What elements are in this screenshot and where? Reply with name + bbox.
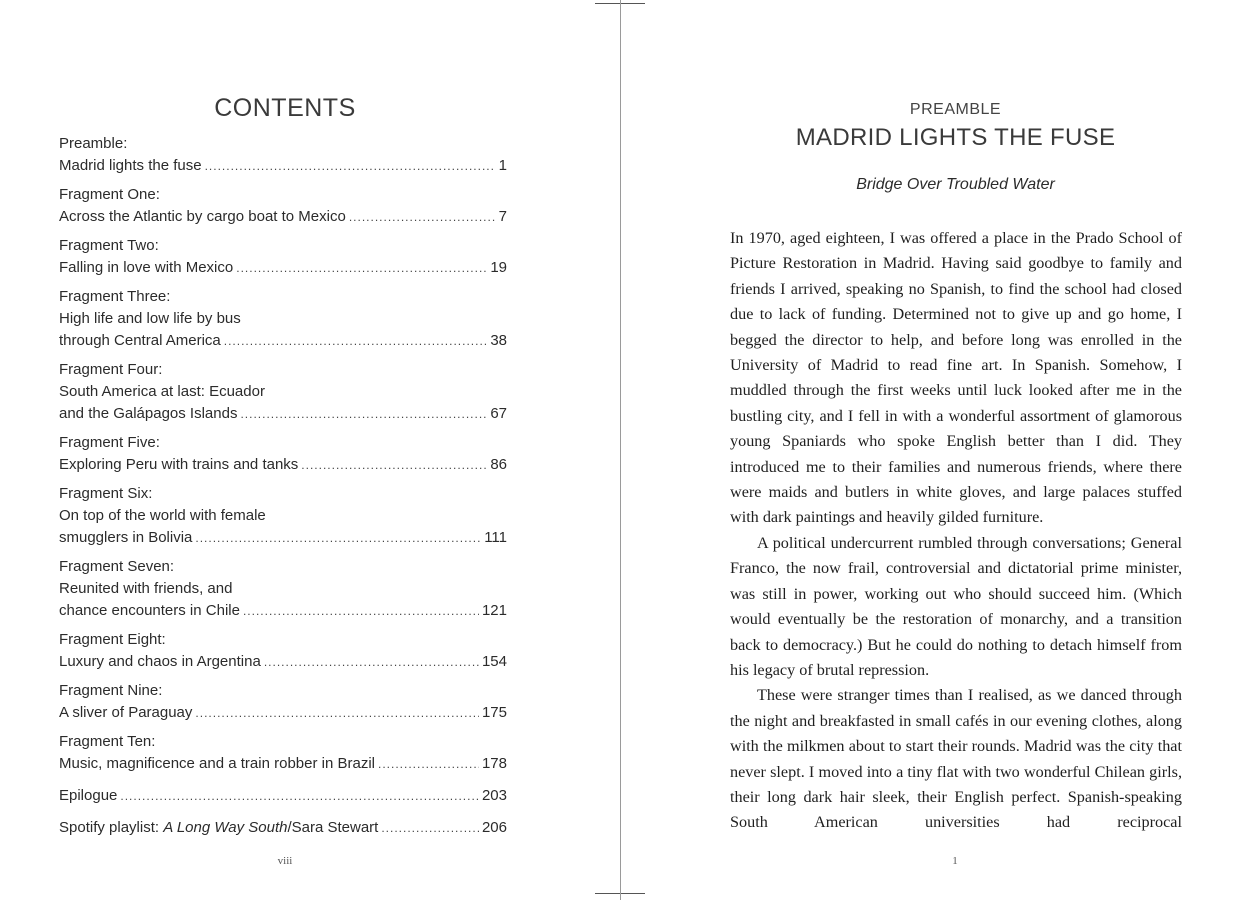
toc-entry-epilogue (59, 785, 507, 807)
toc-section-label: Fragment Four: (59, 361, 163, 378)
toc-entry (59, 629, 507, 673)
toc-entry-row[interactable] (59, 753, 507, 775)
toc-page-number: 121 (481, 602, 507, 619)
toc-entry (59, 184, 507, 228)
toc-entry-row[interactable] (59, 785, 507, 807)
contents-list (59, 133, 507, 849)
toc-leader-dots (264, 651, 479, 673)
spotify-suffix: /Sara Stewart (287, 819, 379, 836)
toc-page-number: 19 (490, 259, 507, 276)
toc-entry-title: through Central America (59, 332, 221, 349)
toc-entry-title-line: High life and low life by bus (59, 310, 241, 327)
toc-leader-dots (195, 702, 479, 724)
toc-page-number: 86 (490, 456, 507, 473)
page-number-left: viii (277, 855, 293, 867)
toc-entry-title-line: On top of the world with female (59, 507, 266, 524)
toc-leader-dots (205, 155, 496, 177)
toc-section-label: Fragment Seven: (59, 558, 175, 575)
playlist-name: A Long Way South (163, 819, 288, 836)
toc-entry-title: A sliver of Paraguay (59, 704, 193, 721)
toc-entry-title: Luxury and chaos in Argentina (59, 653, 261, 670)
toc-page-number: 38 (490, 332, 507, 349)
preamble-page (621, 0, 1236, 900)
toc-leader-dots (349, 206, 496, 228)
toc-entry-row[interactable] (59, 206, 507, 228)
toc-entry (59, 359, 507, 425)
toc-entry-row[interactable] (59, 600, 507, 622)
toc-entry-row[interactable] (59, 702, 507, 724)
toc-section-label: Fragment Ten: (59, 733, 156, 750)
toc-entry-title: Falling in love with Mexico (59, 259, 234, 276)
toc-leader-dots (381, 817, 479, 839)
toc-section-label: Fragment Six: (59, 485, 153, 502)
toc-leader-dots (240, 403, 487, 425)
toc-entry-title: chance encounters in Chile (59, 602, 240, 619)
toc-entry-title: smugglers in Bolivia (59, 529, 193, 546)
toc-page-number: 111 (484, 529, 507, 546)
toc-entry-title-line: Reunited with friends, and (59, 580, 233, 597)
toc-entry-row[interactable] (59, 330, 507, 352)
toc-entry-row[interactable] (59, 155, 507, 177)
toc-entry-title: Music, magnificence and a train robber in Brazil (59, 755, 375, 772)
toc-page-number: 175 (481, 704, 507, 721)
toc-entry (59, 235, 507, 279)
toc-entry-title: and the Galápagos Islands (59, 405, 238, 422)
chapter-subtitle: Bridge Over Troubled Water (856, 176, 1055, 193)
toc-entry-title-line: South America at last: Ecuador (59, 383, 265, 400)
toc-entry-row[interactable] (59, 527, 507, 549)
toc-leader-dots (301, 454, 487, 476)
toc-leader-dots (236, 257, 487, 279)
toc-leader-dots (120, 785, 479, 807)
toc-section-label: Fragment Nine: (59, 682, 163, 699)
toc-entry-title (59, 817, 378, 839)
toc-page-number: 154 (481, 653, 507, 670)
toc-leader-dots (195, 527, 481, 549)
toc-leader-dots (243, 600, 479, 622)
toc-page-number: 1 (498, 157, 507, 174)
toc-entry-row[interactable] (59, 403, 507, 425)
toc-section-label: Fragment Eight: (59, 631, 166, 648)
toc-entry (59, 286, 507, 352)
toc-section-label: Fragment Three: (59, 288, 171, 305)
toc-entry (59, 432, 507, 476)
toc-leader-dots (224, 330, 488, 352)
chapter-label: PREAMBLE (909, 101, 1002, 118)
paragraph: A political undercurrent rumbled through conversations; General Franco, the now frail, controversial and dictatorial prime minister, was still in power, working out who should succeed him. (Which would eventually be the restoration of monarchy, and a transition back to democracy.) But he could do nothing to detach himself from his legacy of brutal repression. (730, 533, 1182, 679)
toc-entry-title: Madrid lights the fuse (59, 157, 202, 174)
toc-section-label: Preamble: (59, 135, 128, 152)
toc-entry-title: Across the Atlantic by cargo boat to Mexico (59, 208, 346, 225)
toc-page-number: 67 (490, 405, 507, 422)
toc-page-number: 178 (481, 755, 507, 772)
toc-entry-row[interactable] (59, 651, 507, 673)
toc-entry (59, 680, 507, 724)
contents-title: CONTENTS (214, 94, 356, 122)
toc-section-label: Fragment Five: (59, 434, 160, 451)
toc-entry (59, 731, 507, 775)
toc-section-label: Fragment One: (59, 186, 160, 203)
toc-entry-title: Exploring Peru with trains and tanks (59, 456, 299, 473)
spotify-prefix: Spotify playlist: (59, 819, 164, 836)
toc-entry-title: Epilogue (59, 787, 118, 804)
toc-entry (59, 133, 507, 177)
toc-page-number: 203 (481, 787, 507, 804)
toc-page-number: 206 (481, 819, 507, 836)
chapter-body (730, 226, 1182, 836)
toc-page-number: 7 (498, 208, 507, 225)
chapter-title: MADRID LIGHTS THE FUSE (795, 124, 1116, 151)
toc-entry-row[interactable] (59, 257, 507, 279)
paragraph: In 1970, aged eighteen, I was offered a place in the Prado School of Picture Restoration in Madrid. Having said goodbye to family and friends I arrived, speaking no Spanish, to find the school had closed due to lack of funding. Determined not to give up and go home, I begged the director to help, and before long was enrolled in the University of Madrid to read fine art. In Spanish. Somehow, I muddled through the first weeks until luck looked after me in the bustling city, and I fell in with a wonderful assortment of glamorous young Spaniards who spoke English better than I did. They introduced me to their families and numerous friends, where there were maids and butlers in white gloves, and large palaces stuffed with dark paintings and heavily gilded furniture. (730, 229, 1182, 527)
toc-entry-row[interactable] (59, 454, 507, 476)
page-number-right: 1 (952, 855, 958, 867)
paragraph: These were stranger times than I realised, as we danced through the night and breakfasted in small cafés in our evening clothes, along with the milkmen about to start their rounds. Madrid was the city that never slept. I moved into a tiny flat with two wonderful Chilean girls, their long dark hair sleek, their English perfect. Spanish-speaking South American universities had reciprocal (730, 686, 1182, 832)
toc-entry (59, 556, 507, 622)
toc-entry-row[interactable] (59, 817, 507, 839)
toc-entry (59, 483, 507, 549)
toc-entry-spotify (59, 817, 507, 839)
toc-leader-dots (378, 753, 479, 775)
toc-section-label: Fragment Two: (59, 237, 159, 254)
